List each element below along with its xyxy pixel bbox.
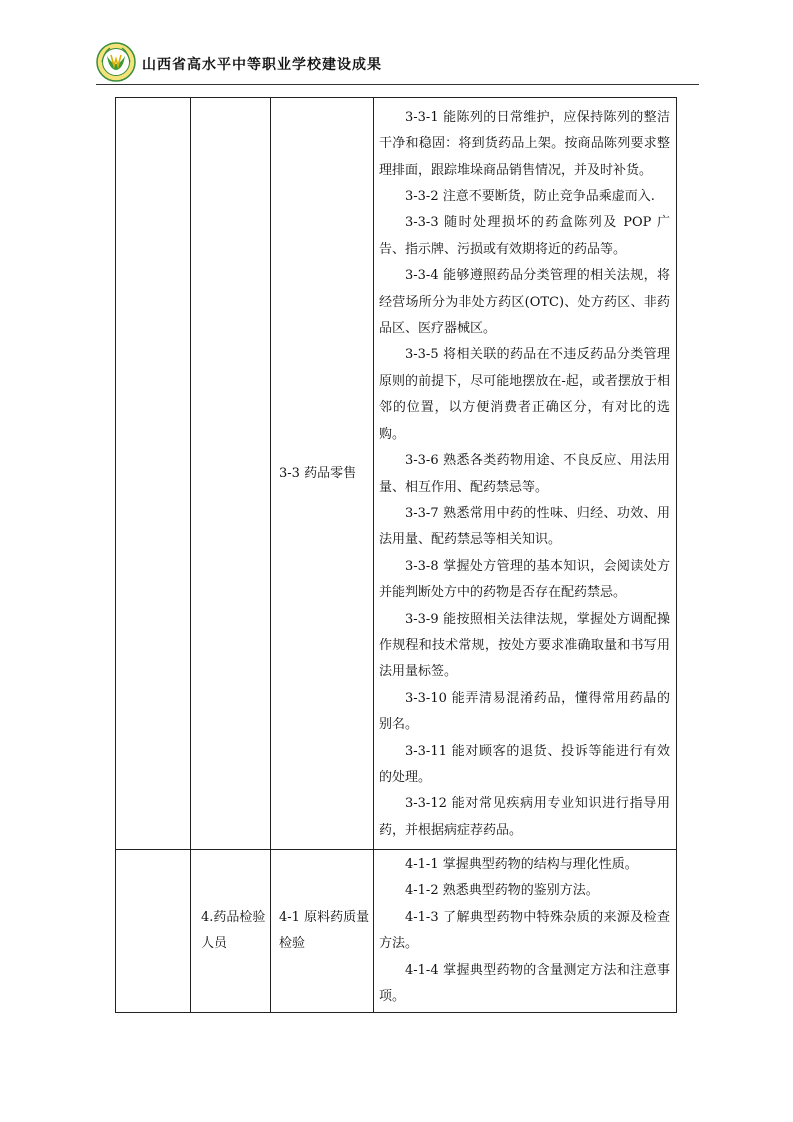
header-divider	[96, 84, 699, 85]
list-item: 4-1-2 熟悉典型药物的鉴别方法。	[405, 883, 599, 899]
module-cell: 3-3 药品零售	[271, 98, 374, 850]
list-item: 3-3-6 熟悉各类药物用途、不良反应、用法用量、相互作用、配药禁忌等。	[379, 453, 670, 495]
module-cell: 4-1 原料药质量检验	[271, 850, 374, 1013]
list-item: 3-3-9 能按照相关法律法规，掌握处方调配操作规程和技术常规，按处方要求准确取量和书写用法用量标签。	[379, 611, 670, 680]
category-cell-empty	[191, 98, 271, 850]
list-item: 3-3-8 掌握处方管理的基本知识，会阅读处方并能判断处方中的药物是否存在配药禁忌。	[379, 558, 670, 601]
list-item: 3-3-5 将相关联的药品在不违反药品分类管理原则的前提下，尽可能地摆放在-起，或者摆放于相邻的位置，以方便消费者正确区分，有对比的选购。	[379, 347, 670, 442]
list-item: 4-1-4 掌握典型药物的含量测定方法和注意事项。	[379, 962, 670, 1005]
requirements-cell	[374, 98, 677, 850]
list-item: 3-3-1 能陈列的日常维护，应保持陈列的整洁干净和稳固：将到货药品上架。按商品陈列要求整理排面，跟踪堆垛商品销售情况，并及时补货。	[379, 109, 670, 178]
table-row	[116, 98, 677, 850]
empty-cell	[116, 850, 191, 1013]
category-cell: 4.药品检验人员	[191, 850, 271, 1013]
list-item: 4-1-3 了解典型药物中特殊杂质的来源及检查方法。	[379, 909, 670, 952]
list-item: 3-3-10 能弄清易混淆药品，懂得常用药晶的别名。	[379, 690, 670, 733]
category-cell	[116, 98, 191, 850]
list-item: 3-3-11 能对顾客的退货、投诉等能进行有效的处理。	[379, 743, 670, 785]
list-item: 3-3-2 注意不要断货，防止竞争品乘虚而入.	[405, 189, 655, 205]
list-item: 4-1-1 掌握典型药物的结构与理化性质。	[405, 857, 638, 872]
list-item: 3-3-7 熟悉常用中药的性味、归经、功效、用法用量、配药禁忌等相关知识。	[379, 505, 670, 548]
list-item: 3-3-4 能够遵照药品分类管理的相关法规，将经营场所分为非处方药区(OTC)、处方药区、非药品区、医疗器械区。	[379, 268, 670, 337]
list-item: 3-3-12 能对常见疾病用专业知识进行指导用药，并根据病症荐药品。	[379, 796, 670, 838]
table-row	[116, 850, 677, 1013]
list-item: 3-3-3 随时处理损坏的药盒陈列及 POP 广告、指示牌、污损或有效期将近的药品等。	[379, 215, 670, 257]
header-title: 山西省高水平中等职业学校建设成果	[142, 57, 382, 73]
page-header	[96, 40, 696, 88]
requirements-cell	[374, 850, 677, 1013]
content-table	[115, 97, 677, 1013]
school-logo-icon	[96, 42, 136, 82]
